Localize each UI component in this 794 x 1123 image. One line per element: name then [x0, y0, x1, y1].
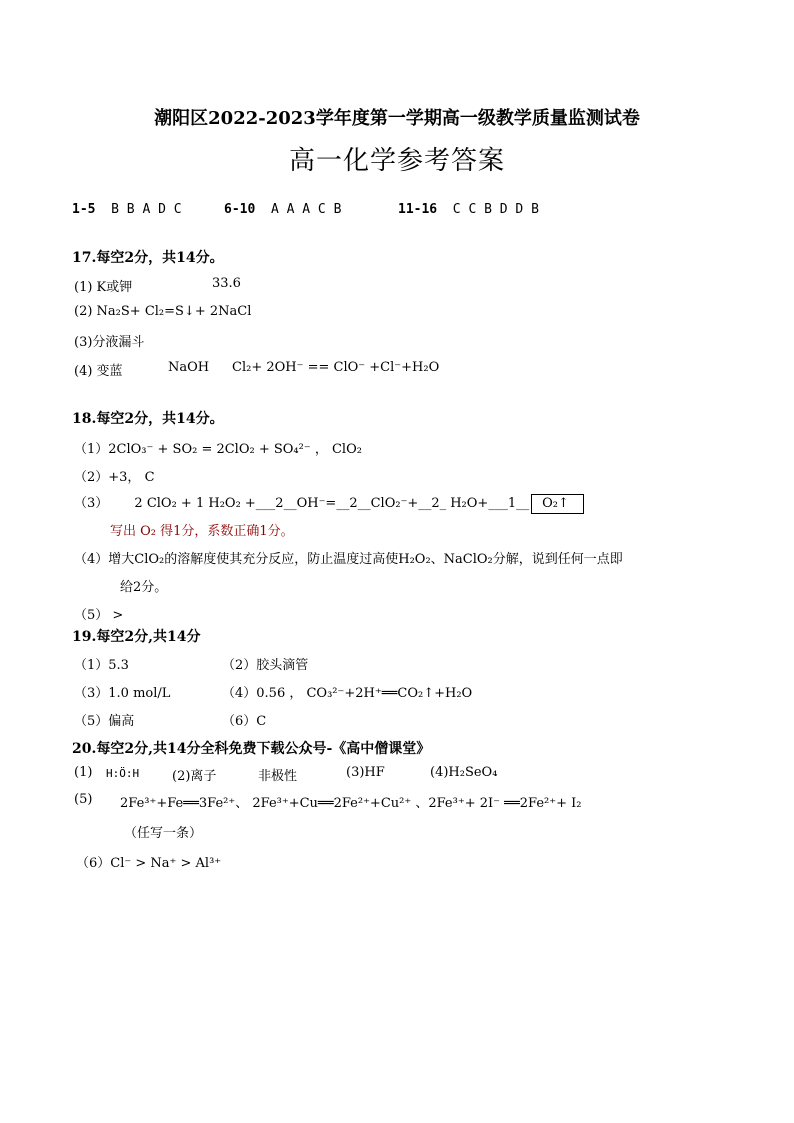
q20-answer-6: （6）Cl⁻ > Na⁺ > Al³⁺ — [76, 856, 222, 871]
q17-heading: 17.每空2分，共14分。 — [72, 250, 224, 266]
q18-answer-4a: （4）增大ClO₂的溶解度使其充分反应，防止温度过高使H₂O₂、NaClO₂分解，说到任何一点即 — [74, 552, 623, 567]
q18-scoring-note: 写出 O₂ 得1分，系数正确1分。 — [110, 524, 294, 539]
water-electron-formula: H:Ö:H — [106, 767, 140, 780]
q18-heading: 18.每空2分，共14分。 — [72, 411, 224, 427]
q20-answer-5-note: （任写一条） — [124, 826, 203, 841]
q20-answer-5-label: (5) — [74, 792, 93, 807]
mcq-answers: C C B D D B — [452, 202, 539, 217]
q18-answer-2: （2）+3， C — [74, 470, 155, 485]
q19-answer-1: （1）5.3 — [74, 658, 129, 673]
q20-answer-3: (3)HF — [346, 765, 385, 780]
mcq-range: 6-10 — [224, 202, 256, 217]
q17-answer-4c: Cl₂+ 2OH⁻ == ClO⁻ +Cl⁻+H₂O — [232, 360, 440, 375]
q20-answer-4: (4)H₂SeO₄ — [430, 765, 498, 780]
mcq-group-2 — [224, 202, 341, 217]
q17-answer-4b: NaOH — [168, 360, 210, 375]
q17-answer-1a: (1) K或钾 — [74, 280, 133, 295]
q18-answer-3-boxed: O₂↑ — [531, 494, 584, 514]
document-title: 潮阳区2022-2023学年度第一学期高一级教学质量监测试卷 — [154, 108, 640, 129]
mcq-answers: A A A C B — [270, 202, 342, 217]
q19-answer-6: （6）C — [222, 714, 267, 729]
q20-answer-2: (2)离子 — [172, 769, 217, 784]
mcq-group-1 — [72, 202, 182, 217]
mcq-group-3 — [398, 202, 539, 217]
q17-answer-4a: (4) 变蓝 — [74, 364, 123, 379]
q17-answer-3: (3)分液漏斗 — [74, 335, 145, 350]
q20-heading: 20.每空2分,共14分全科免费下载公众号-《高中僧课堂》 — [72, 741, 431, 757]
mcq-answers: B B A D C — [111, 202, 182, 217]
q18-answer-3-prefix: （3） — [74, 496, 109, 511]
q18-answer-4b: 给2分。 — [120, 580, 168, 595]
q20-answer-1-label: (1) — [74, 765, 93, 780]
q20-answer-2b: 非极性 — [258, 769, 298, 784]
q18-answer-3 — [74, 492, 584, 514]
q19-heading: 19.每空2分,共14分 — [72, 629, 201, 645]
q19-answer-2: （2）胶头滴管 — [222, 658, 309, 673]
q18-answer-1: （1）2ClO₃⁻ + SO₂ = 2ClO₂ + SO₄²⁻ ， ClO₂ — [74, 442, 362, 457]
q20-answer-5-equations: 2Fe³⁺+Fe══3Fe²⁺、 2Fe³⁺+Cu══2Fe²⁺+Cu²⁺ 、2Fe³⁺+ 2I⁻ ══2Fe²⁺+ I₂ — [120, 796, 582, 811]
mcq-range: 11-16 — [398, 202, 438, 217]
q17-answer-2: (2) Na₂S+ Cl₂=S↓+ 2NaCl — [74, 304, 252, 319]
q17-answer-1b: 33.6 — [212, 276, 241, 291]
q19-answer-4: （4）0.56 ， CO₃²⁻+2H⁺══CO₂↑+H₂O — [222, 686, 473, 701]
mcq-range: 1-5 — [72, 202, 96, 217]
q19-answer-3: （3）1.0 mol/L — [74, 686, 171, 701]
q18-answer-5: （5） > — [74, 608, 124, 623]
q19-answer-5: （5）偏高 — [74, 714, 135, 729]
document-subtitle: 高一化学参考答案 — [288, 146, 505, 176]
q18-answer-3-equation: 2 ClO₂ + 1 H₂O₂ +___2__OH⁻=__2__ClO₂⁻+__2_ H₂O+___1__ — [134, 496, 530, 511]
